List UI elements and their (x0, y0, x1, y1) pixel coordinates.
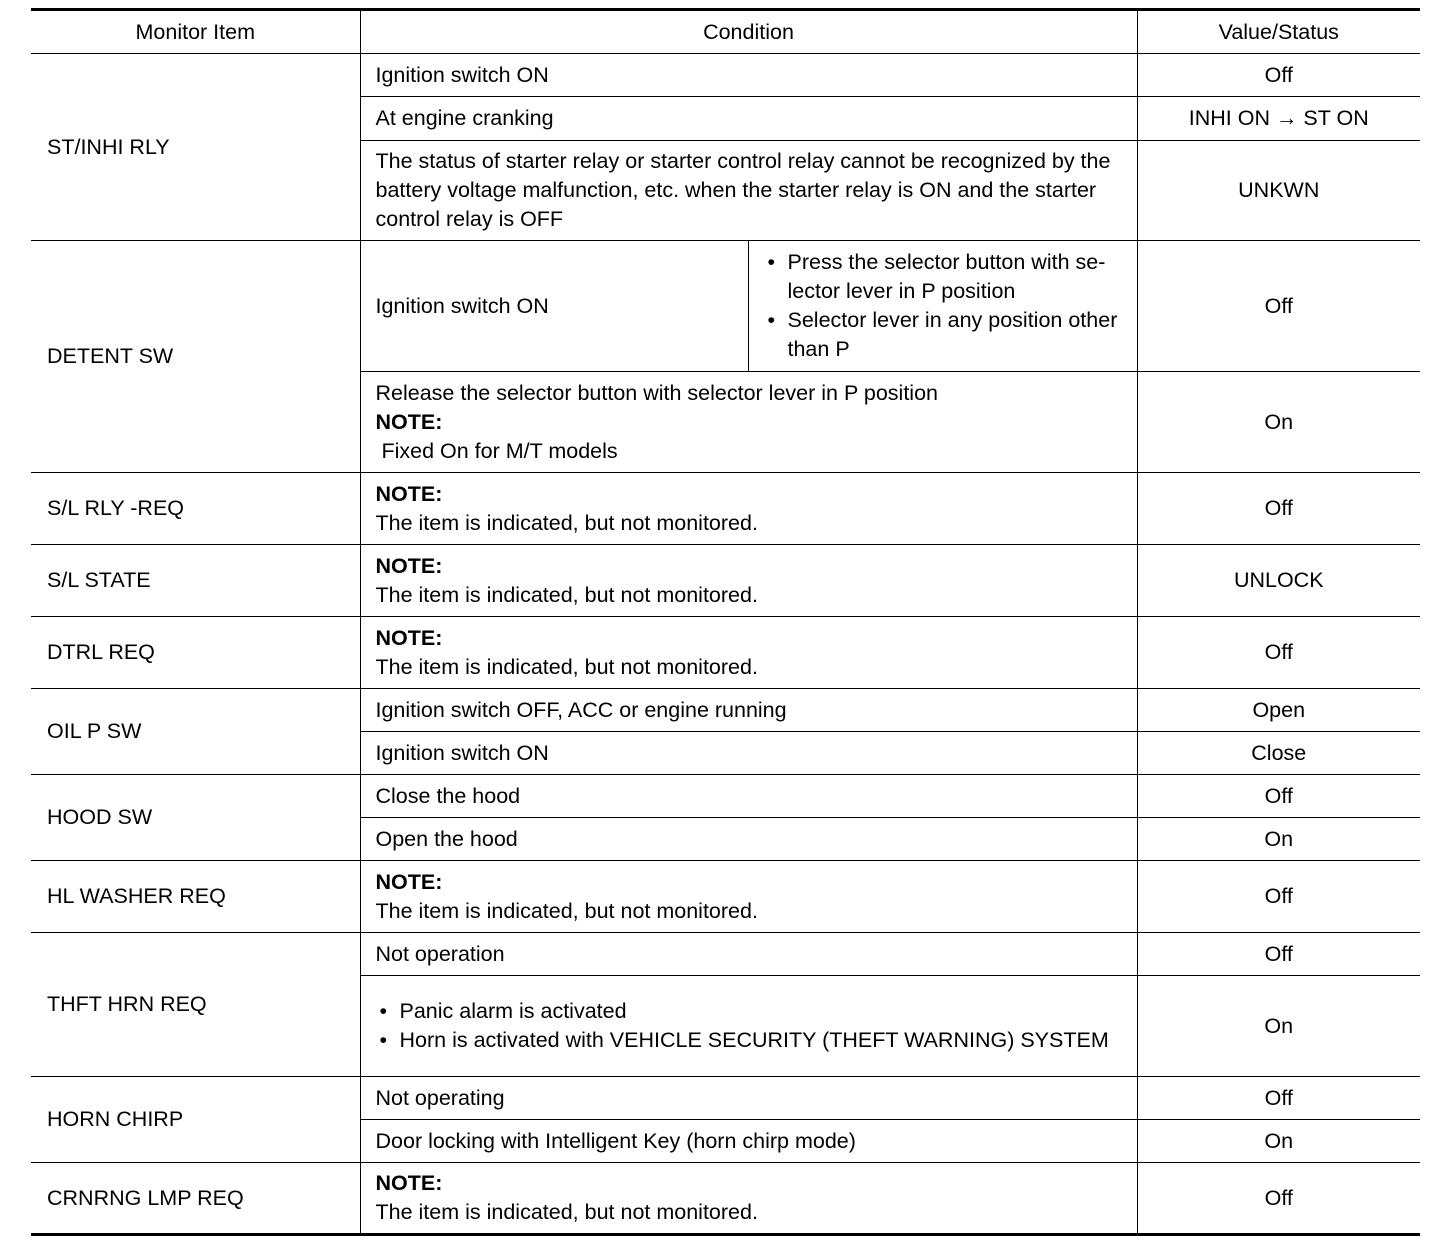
monitor-item: CRNRNG LMP REQ (31, 1163, 360, 1235)
note-label: NOTE: (375, 481, 443, 506)
table-row (31, 617, 1420, 689)
value-cell: Off (1137, 241, 1420, 372)
table-row (31, 241, 1420, 372)
monitor-item: THFT HRN REQ (31, 933, 360, 1077)
monitor-item: HORN CHIRP (31, 1077, 360, 1163)
condition-cell: The status of starter relay or starter control relay cannot be recognized by the battery voltage malfunction, etc. when the starter relay is ON and the starter control relay is OFF (360, 141, 1137, 241)
value-cell: UNKWN (1137, 141, 1420, 241)
note-label: NOTE: (375, 553, 443, 578)
note-label: NOTE: (375, 409, 443, 434)
table-row (31, 775, 1420, 818)
table-row (31, 545, 1420, 617)
note-label: NOTE: (375, 1171, 443, 1195)
monitor-item: OIL P SW (31, 689, 360, 775)
note-label: NOTE: (375, 869, 443, 894)
condition-cell (360, 617, 1137, 689)
monitor-item: S/L STATE (31, 545, 360, 617)
table-row (31, 861, 1420, 933)
value-cell: Off (1137, 617, 1420, 689)
value-cell: On (1137, 976, 1420, 1077)
condition-cell: Ignition switch OFF, ACC or engine running (360, 689, 1137, 732)
list-item: • Horn is activated with VEHICLE SECURITY (THEFT WARNING) SYSTEM (376, 1026, 1129, 1055)
condition-cell: Close the hood (360, 775, 1137, 818)
note-text: The item is indicated, but not monitored. (375, 898, 758, 923)
table-row (31, 54, 1420, 97)
condition-cell (360, 545, 1137, 617)
monitor-item: DTRL REQ (31, 617, 360, 689)
condition-cell: Door locking with Intelligent Key (horn chirp mode) (360, 1120, 1137, 1163)
monitor-item: ST/INHI RLY (31, 54, 360, 241)
condition-cell: Ignition switch ON (360, 732, 1137, 775)
value-cell: On (1137, 372, 1420, 473)
table-row (31, 1077, 1420, 1120)
condition-cell: Not operation (360, 933, 1137, 976)
header-condition: Condition (360, 10, 1137, 54)
note-text: The item is indicated, but not monitored. (375, 654, 758, 679)
condition-text: Release the selector button with selector lever in P position (375, 380, 938, 405)
monitor-item: HL WASHER REQ (31, 861, 360, 933)
list-item: • Panic alarm is activated (376, 997, 1129, 1026)
condition-subcell (748, 241, 1137, 372)
condition-cell (360, 1163, 1137, 1235)
value-cell: Off (1137, 1077, 1420, 1120)
table-row (31, 473, 1420, 545)
value-cell: Off (1137, 473, 1420, 545)
value-cell: Open (1137, 689, 1420, 732)
condition-cell: Ignition switch ON (360, 54, 1137, 97)
header-value-status: Value/Status (1137, 10, 1420, 54)
note-text: The item is indicated, but not monitored. (375, 1200, 758, 1224)
monitor-table (31, 8, 1420, 1236)
value-cell: Off (1137, 933, 1420, 976)
condition-cell: Not operating (360, 1077, 1137, 1120)
table-row (31, 689, 1420, 732)
list-item: • Selector lever in any position other than P (764, 306, 1129, 364)
value-cell: Off (1137, 54, 1420, 97)
value-cell: UNLOCK (1137, 545, 1420, 617)
condition-bullet-list (764, 248, 1129, 364)
condition-bullet-list (376, 997, 1129, 1055)
monitor-item: HOOD SW (31, 775, 360, 861)
monitor-item: S/L RLY -REQ (31, 473, 360, 545)
note-label: NOTE: (375, 625, 443, 650)
note-text: The item is indicated, but not monitored. (375, 510, 758, 535)
condition-cell: At engine cranking (360, 97, 1137, 141)
value-cell: Off (1137, 1163, 1420, 1235)
header-monitor-item: Monitor Item (31, 10, 360, 54)
value-cell: Off (1137, 775, 1420, 818)
condition-cell (360, 473, 1137, 545)
condition-cell (360, 976, 1137, 1077)
value-cell: On (1137, 818, 1420, 861)
value-cell: INHI ON → ST ON (1137, 97, 1420, 141)
value-cell: On (1137, 1120, 1420, 1163)
value-cell: Off (1137, 861, 1420, 933)
note-text: The item is indicated, but not monitored. (375, 582, 758, 607)
header-row (31, 10, 1420, 54)
monitor-item: DETENT SW (31, 241, 360, 473)
table-row (31, 1163, 1420, 1235)
condition-cell: Ignition switch ON (360, 241, 748, 372)
value-cell: Close (1137, 732, 1420, 775)
note-text: Fixed On for M/T models (375, 438, 618, 463)
table-row (31, 933, 1420, 976)
condition-cell: Open the hood (360, 818, 1137, 861)
condition-cell (360, 372, 1137, 473)
list-item: • Press the selector button with selector lever in P position (764, 248, 1129, 306)
condition-cell (360, 861, 1137, 933)
